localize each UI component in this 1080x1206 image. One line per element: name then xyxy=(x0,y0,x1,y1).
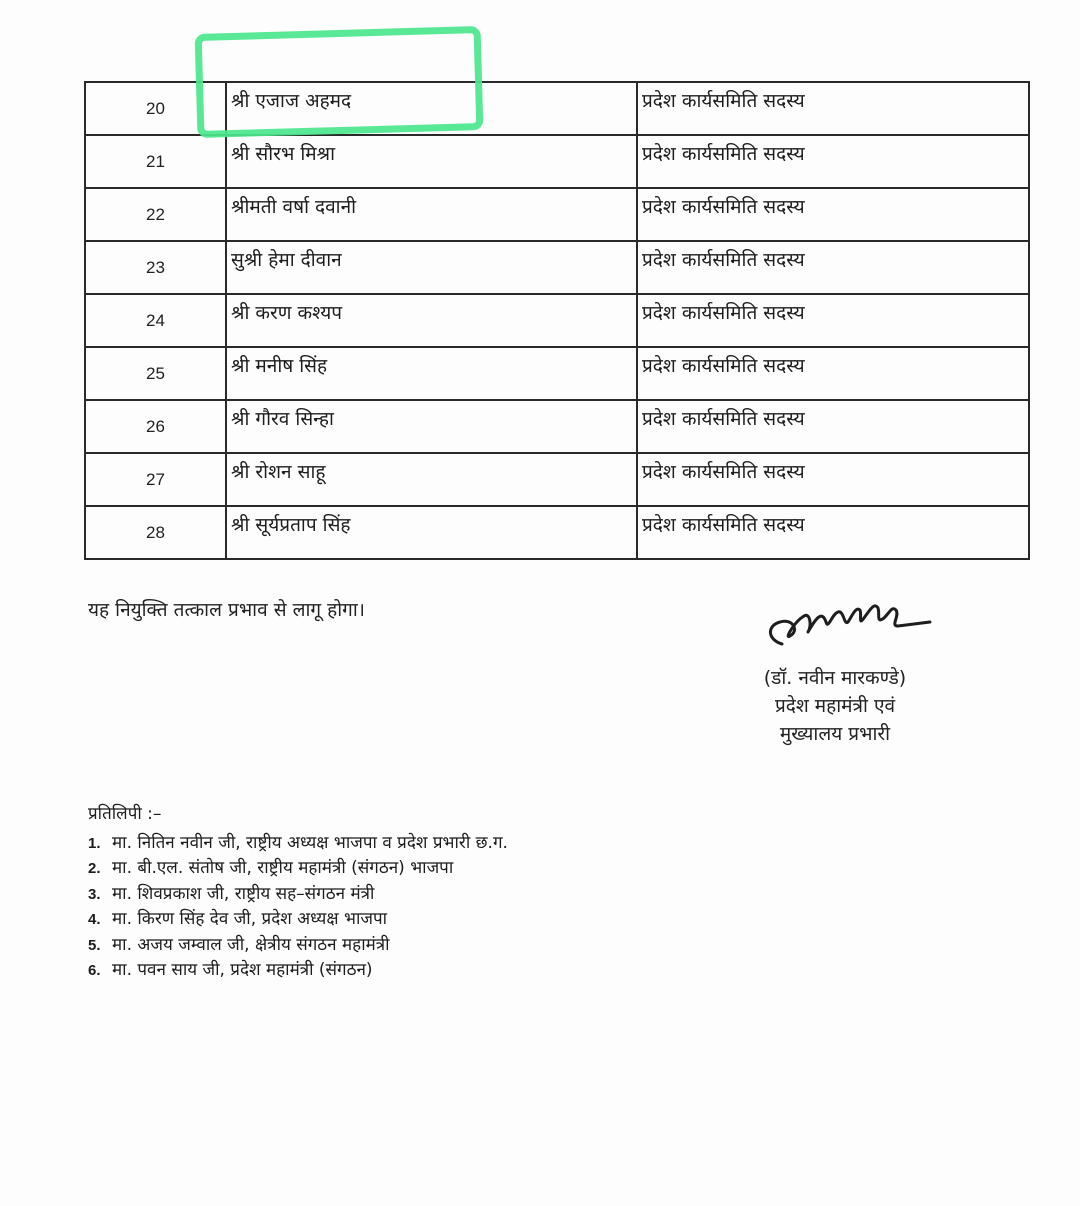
table-row xyxy=(85,400,1029,453)
signature-mark xyxy=(760,596,950,656)
list-number: 5. xyxy=(88,936,101,954)
signer-block xyxy=(735,664,935,748)
member-post: प्रदेश कार्यसमिति सदस्य xyxy=(637,294,1029,347)
copy-to-heading: प्रतिलिपी :– xyxy=(88,804,162,824)
member-name: श्री रोशन साहू xyxy=(226,453,637,506)
list-number: 4. xyxy=(88,911,101,928)
table-row xyxy=(85,188,1029,241)
list-item xyxy=(88,831,508,857)
list-number: 3. xyxy=(88,885,101,903)
list-item xyxy=(88,958,508,984)
member-post: प्रदेश कार्यसमिति सदस्य xyxy=(637,188,1029,241)
copy-to-list xyxy=(88,802,508,984)
serial-number: 21 xyxy=(85,135,226,188)
member-post: प्रदेश कार्यसमिति सदस्य xyxy=(637,241,1029,294)
table-row xyxy=(85,347,1029,400)
list-item xyxy=(88,933,508,959)
list-text: मा. अजय जम्वाल जी, क्षेत्रीय संगठन महामंत्री xyxy=(112,934,390,955)
effect-note: यह नियुक्ति तत्काल प्रभाव से लागू होगा। xyxy=(88,599,365,621)
list-text: मा. शिवप्रकाश जी, राष्ट्रीय सह–संगठन मंत्री xyxy=(112,883,375,904)
member-name: श्री मनीष सिंह xyxy=(226,347,637,400)
highlight-marker xyxy=(195,26,484,138)
serial-number: 22 xyxy=(85,188,226,241)
list-number: 1. xyxy=(88,834,101,852)
signer-designation: प्रदेश महामंत्री एवं xyxy=(774,695,896,717)
signer-office: मुख्यालय प्रभारी xyxy=(779,723,891,745)
member-name: श्री सौरभ मिश्रा xyxy=(226,135,637,188)
member-post: प्रदेश कार्यसमिति सदस्य xyxy=(637,506,1029,559)
member-name: सुश्री हेमा दीवान xyxy=(226,241,637,294)
list-item xyxy=(88,907,508,933)
serial-number: 28 xyxy=(85,506,226,559)
serial-number: 25 xyxy=(85,347,226,400)
list-text: मा. किरण सिंह देव जी, प्रदेश अध्यक्ष भाजपा xyxy=(112,909,388,929)
list-item xyxy=(88,856,508,882)
members-table xyxy=(84,81,1030,560)
member-post: प्रदेश कार्यसमिति सदस्य xyxy=(637,82,1029,135)
member-name: श्री एजाज अहमद xyxy=(226,82,637,135)
serial-number: 24 xyxy=(85,294,226,347)
list-text: मा. बी.एल. संतोष जी, राष्ट्रीय महामंत्री (संगठन) भाजपा xyxy=(112,858,454,878)
signer-name: (डॉ. नवीन मारकण्डे) xyxy=(763,667,907,689)
member-name: श्री करण कश्यप xyxy=(226,294,637,347)
member-name: श्री सूर्यप्रताप सिंह xyxy=(226,506,637,559)
list-number: 6. xyxy=(88,962,101,979)
list-number: 2. xyxy=(88,860,101,877)
list-text: मा. पवन साय जी, प्रदेश महामंत्री (संगठन) xyxy=(112,960,373,980)
table-row xyxy=(85,135,1029,188)
member-post: प्रदेश कार्यसमिति सदस्य xyxy=(637,453,1029,506)
member-post: प्रदेश कार्यसमिति सदस्य xyxy=(637,347,1029,400)
member-post: प्रदेश कार्यसमिति सदस्य xyxy=(637,135,1029,188)
list-item xyxy=(88,882,508,908)
table-row xyxy=(85,241,1029,294)
table-row xyxy=(85,294,1029,347)
member-post: प्रदेश कार्यसमिति सदस्य xyxy=(637,400,1029,453)
member-name: श्रीमती वर्षा दवानी xyxy=(226,188,637,241)
serial-number: 20 xyxy=(85,82,226,135)
table-row xyxy=(85,506,1029,559)
table-row xyxy=(85,453,1029,506)
list-text: मा. नितिन नवीन जी, राष्ट्रीय अध्यक्ष भाजपा व प्रदेश प्रभारी छ.ग. xyxy=(112,832,508,853)
serial-number: 23 xyxy=(85,241,226,294)
serial-number: 27 xyxy=(85,453,226,506)
member-name: श्री गौरव सिन्हा xyxy=(226,400,637,453)
serial-number: 26 xyxy=(85,400,226,453)
